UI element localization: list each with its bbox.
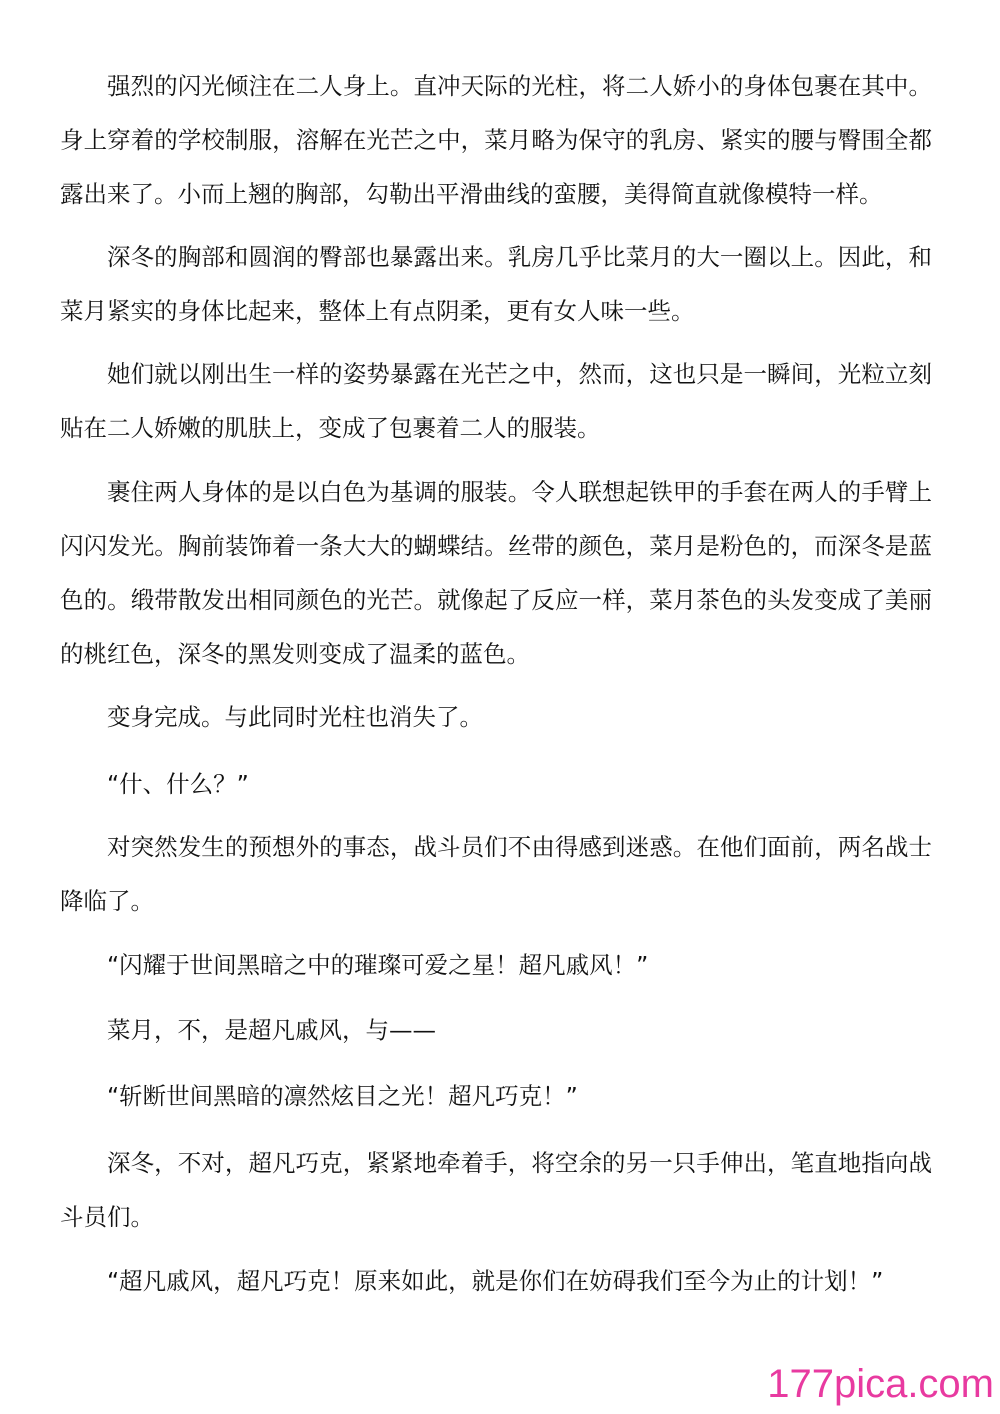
paragraph-2: 深冬的胸部和圆润的臀部也暴露出来。乳房几乎比菜月的大一圈以上。因此，和菜月紧实的身体比起来，整体上有点阴柔，更有女人味一些。 <box>60 243 932 325</box>
paragraph-3: 她们就以刚出生一样的姿势暴露在光芒之中，然而，这也只是一瞬间，光粒立刻贴在二人娇嫩的肌肤上，变成了包裹着二人的服装。 <box>60 360 932 442</box>
paragraph-6: “什、什么？” <box>107 770 249 798</box>
paragraph-10: “斩断世间黑暗的凛然炫目之光！超凡巧克！” <box>107 1082 578 1110</box>
paragraph-5: 变身完成。与此同时光柱也消失了。 <box>107 703 483 731</box>
paragraph-11: 深冬，不对，超凡巧克，紧紧地牵着手，将空余的另一只手伸出，笔直地指向战斗员们。 <box>60 1149 932 1231</box>
paragraph-8: “闪耀于世间黑暗之中的璀璨可爱之星！超凡戚风！” <box>107 951 649 979</box>
paragraph-12: “超凡戚风，超凡巧克！原来如此，就是你们在妨碍我们至今为止的计划！” <box>107 1267 884 1295</box>
paragraph-7: 对突然发生的预想外的事态，战斗员们不由得感到迷惑。在他们面前，两名战士降临了。 <box>60 833 932 915</box>
paragraph-4: 裹住两人身体的是以白色为基调的服装。令人联想起铁甲的手套在两人的手臂上闪闪发光。胸前装饰着一条大大的蝴蝶结。丝带的颜色，菜月是粉色的，而深冬是蓝色的。缎带散发出相同颜色的光芒。就像起了反应一样，菜月茶色的头发变成了美丽的桃红色，深冬的黑发则变成了温柔的蓝色。 <box>60 478 932 668</box>
paragraph-1: 强烈的闪光倾注在二人身上。直冲天际的光柱，将二人娇小的身体包裹在其中。身上穿着的学校制服，溶解在光芒之中，菜月略为保守的乳房、紧实的腰与臀围全都露出来了。小而上翘的胸部，勾勒出平滑曲线的蛮腰，美得简直就像模特一样。 <box>60 72 932 208</box>
site-watermark: 177pica.com <box>767 1362 994 1406</box>
paragraph-9: 菜月，不，是超凡戚风，与—— <box>107 1016 436 1044</box>
